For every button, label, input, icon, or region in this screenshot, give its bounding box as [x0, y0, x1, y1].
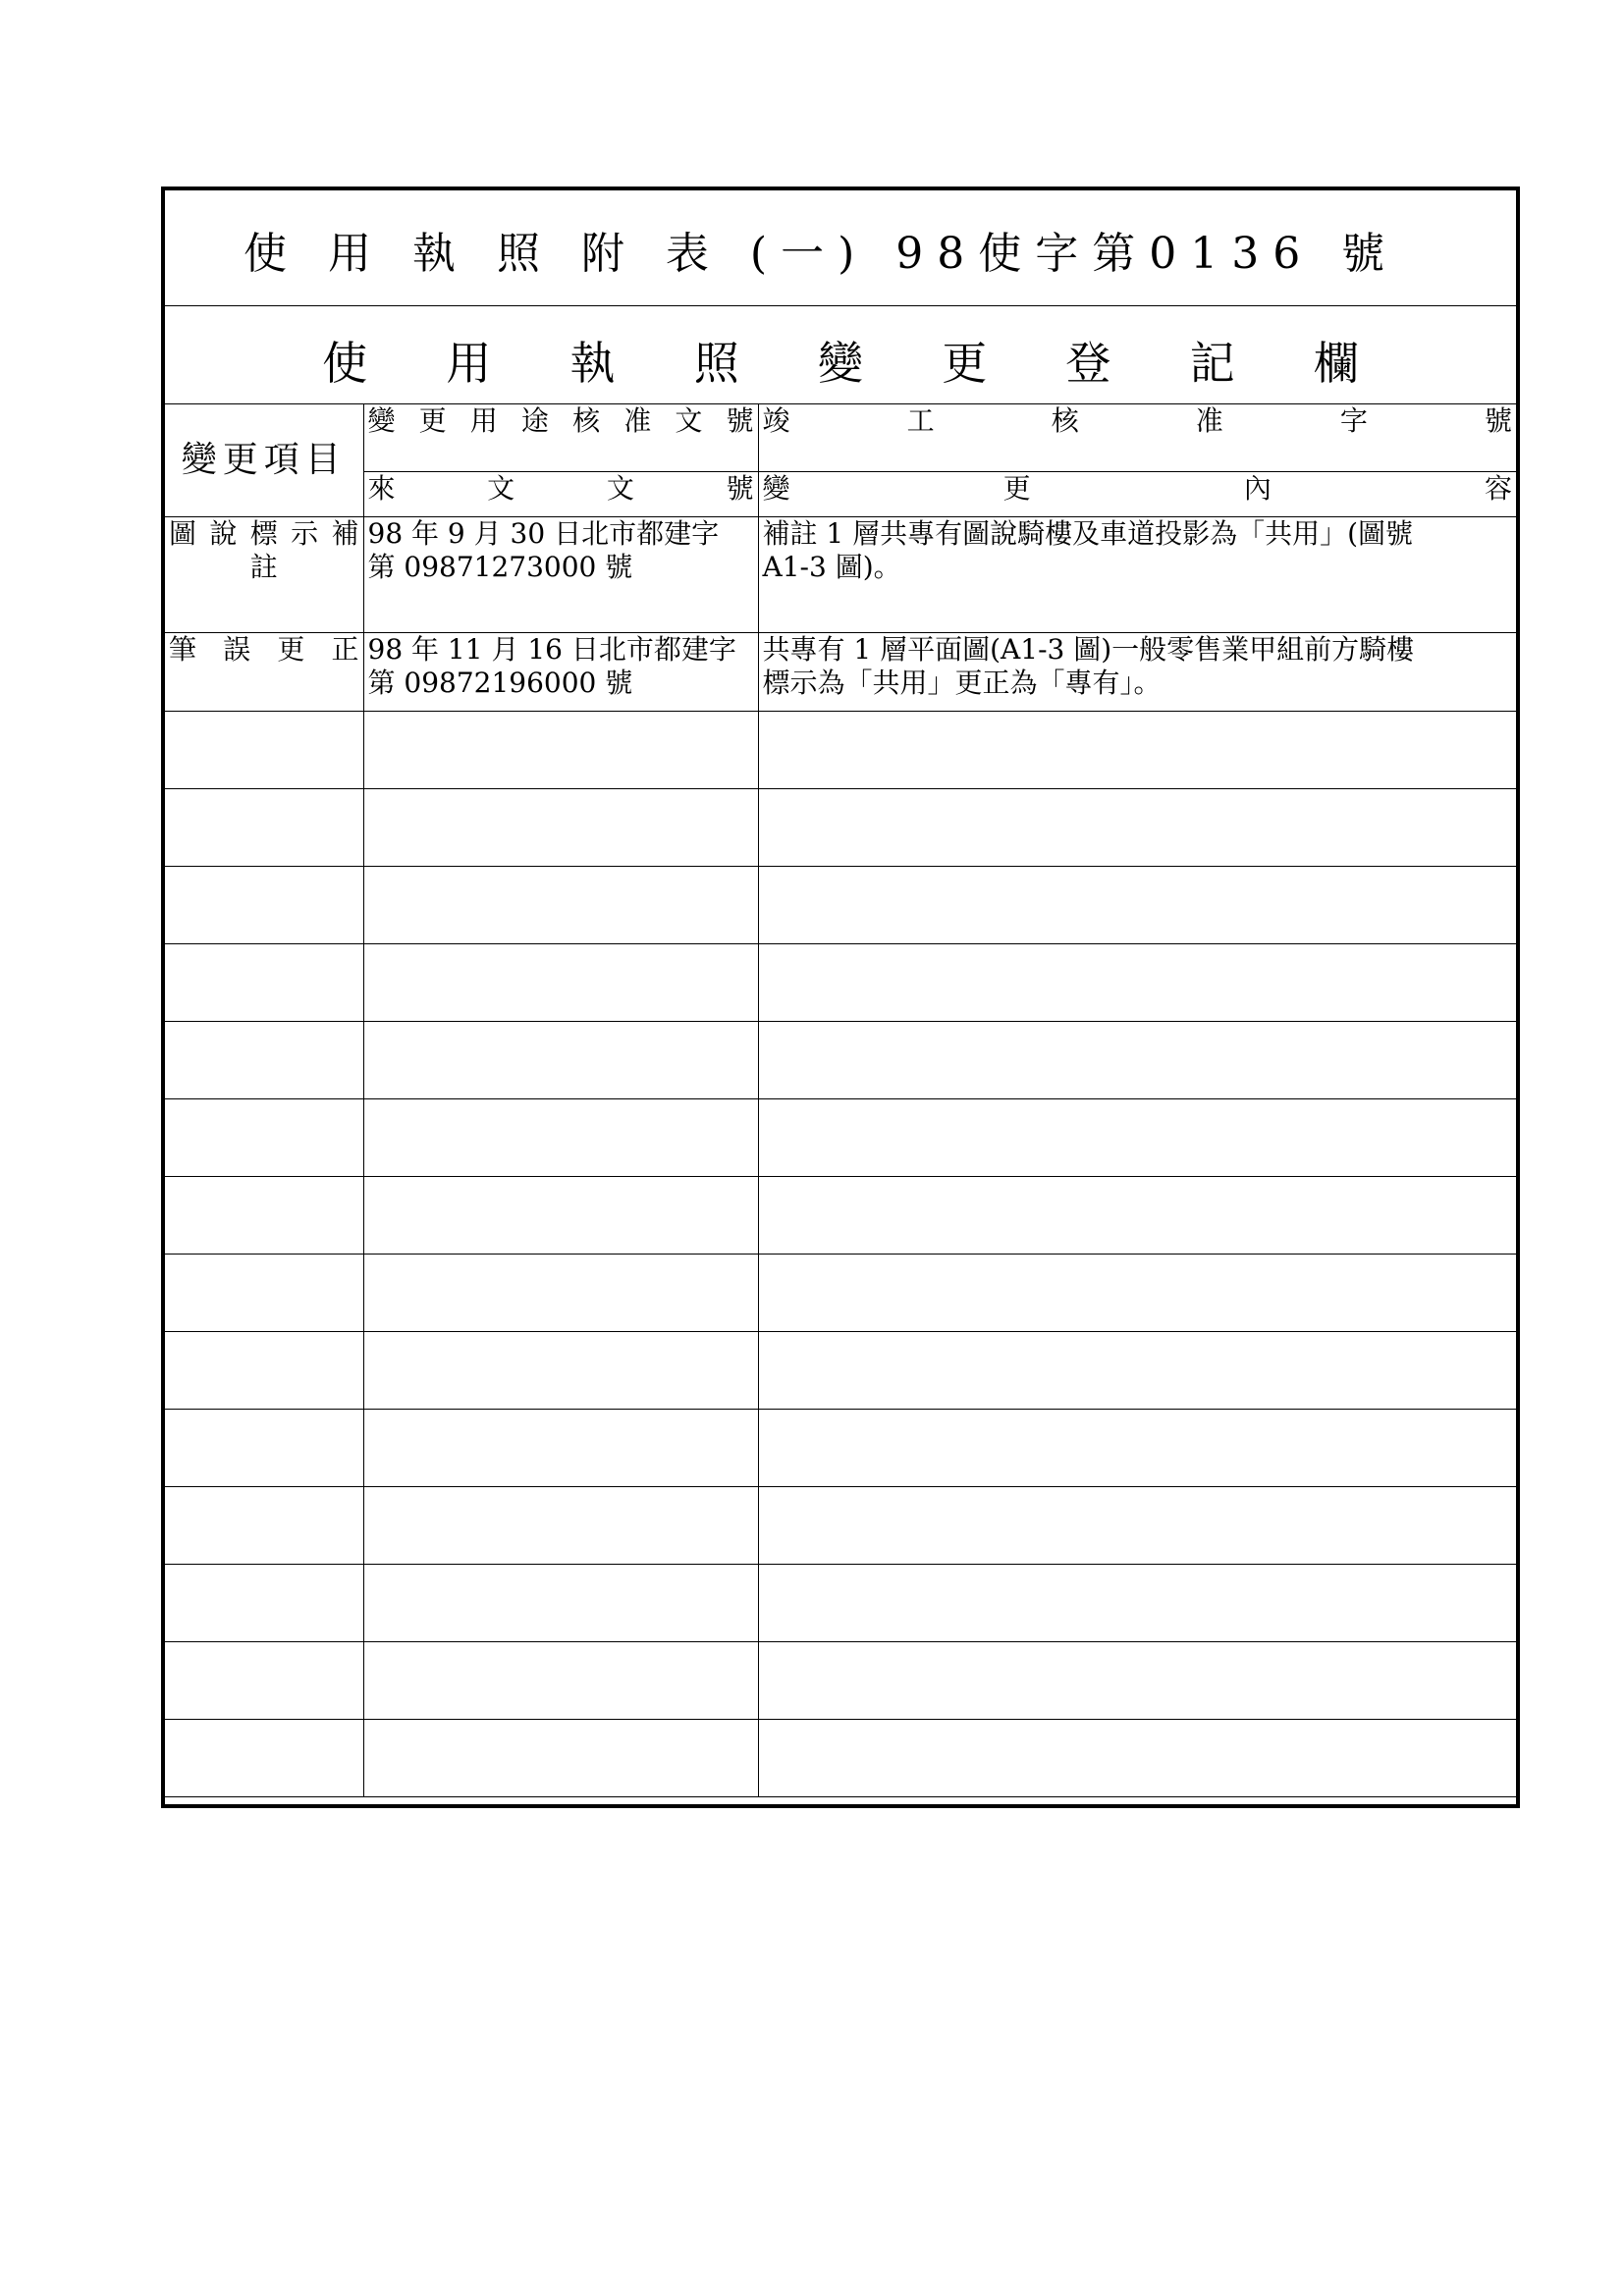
- table-row: [165, 632, 1516, 711]
- header-char: 內: [1243, 471, 1272, 505]
- empty-cell: [758, 788, 1516, 866]
- empty-cell: [165, 1254, 363, 1331]
- empty-row: [165, 1254, 1516, 1331]
- section-title: [165, 328, 1516, 393]
- empty-row: [165, 1641, 1516, 1719]
- empty-row: [165, 1564, 1516, 1641]
- completion-doc-header: [758, 404, 1516, 471]
- empty-cell: [165, 943, 363, 1021]
- empty-row: [165, 1098, 1516, 1176]
- item-char: 補: [331, 516, 359, 550]
- empty-cell: [363, 1176, 758, 1254]
- doc-number-cell: [363, 516, 758, 632]
- empty-cell: [363, 1486, 758, 1564]
- content-cell: [758, 516, 1516, 632]
- subtitle-char: 變: [817, 337, 863, 390]
- empty-cell: [363, 788, 758, 866]
- empty-row: [165, 943, 1516, 1021]
- content-line2: 標示為「共用」更正為「專有」。: [762, 666, 1162, 699]
- subtitle-char: 執: [569, 337, 616, 390]
- empty-cell: [758, 1176, 1516, 1254]
- header-char: 變: [367, 404, 396, 437]
- empty-cell: [363, 1021, 758, 1098]
- registration-form: [161, 187, 1520, 1808]
- doc-line1: 98 年 9 月 30 日北市都建字: [367, 516, 720, 550]
- empty-cell: [165, 1331, 363, 1409]
- subtitle-char: 欄: [1313, 337, 1359, 390]
- change-item-header: 變更項目: [165, 404, 363, 516]
- empty-cell: [758, 1719, 1516, 1796]
- empty-cell: [165, 1564, 363, 1641]
- header-row-bottom: [165, 471, 1516, 516]
- empty-row: [165, 866, 1516, 943]
- empty-cell: [165, 1176, 363, 1254]
- item-char: 更: [277, 632, 305, 666]
- item-char: 說: [209, 516, 238, 550]
- header-char: 途: [520, 404, 549, 437]
- subtitle-char: 記: [1189, 337, 1235, 390]
- empty-cell: [363, 1409, 758, 1486]
- header-char: 字: [1339, 404, 1368, 437]
- item-char: 正: [331, 632, 359, 666]
- doc-line2: 第 09872196000 號: [367, 666, 633, 699]
- header-char: 文: [606, 471, 634, 505]
- subtitle-char: 更: [942, 337, 988, 390]
- subtitle-char: 照: [693, 337, 739, 390]
- doc-line1: 98 年 11 月 16 日北市都建字: [367, 632, 736, 666]
- item-char: 筆: [169, 632, 197, 666]
- header-char: 號: [726, 404, 754, 437]
- empty-cell: [363, 943, 758, 1021]
- empty-row: [165, 788, 1516, 866]
- empty-cell: [363, 711, 758, 788]
- empty-cell: [165, 1409, 363, 1486]
- change-item-cell: [165, 632, 363, 711]
- empty-cell: [758, 711, 1516, 788]
- empty-cell: [363, 1098, 758, 1176]
- empty-cell: [165, 1098, 363, 1176]
- empty-cell: [363, 1719, 758, 1796]
- doc-line2: 第 09871273000 號: [367, 550, 633, 583]
- empty-cell: [758, 1409, 1516, 1486]
- empty-cell: [165, 788, 363, 866]
- empty-row: [165, 1331, 1516, 1409]
- header-char: 准: [623, 404, 652, 437]
- title-row: [165, 190, 1516, 306]
- item-char: 示: [291, 516, 319, 550]
- empty-row: [165, 1409, 1516, 1486]
- page-title: 使 用 執 照 附 表 (一) 98使字第0136 號: [244, 229, 1399, 279]
- empty-cell: [363, 1254, 758, 1331]
- empty-cell: [165, 1021, 363, 1098]
- header-char: 核: [572, 404, 601, 437]
- header-char: 文: [487, 471, 515, 505]
- item-char: 標: [249, 516, 278, 550]
- empty-cell: [165, 711, 363, 788]
- empty-cell: [165, 1641, 363, 1719]
- header-char: 用: [469, 404, 498, 437]
- header-char: 工: [906, 404, 935, 437]
- header-char: 來: [367, 471, 396, 505]
- header-char: 號: [726, 471, 754, 505]
- empty-cell: [758, 1486, 1516, 1564]
- table-row: [165, 516, 1516, 632]
- subtitle-char: 使: [322, 337, 368, 390]
- header-char: 變: [762, 471, 790, 505]
- empty-cell: [758, 1098, 1516, 1176]
- header-row-top: [165, 404, 1516, 471]
- empty-cell: [363, 1641, 758, 1719]
- empty-cell: [165, 1486, 363, 1564]
- empty-cell: [758, 1331, 1516, 1409]
- incoming-doc-header: [363, 471, 758, 516]
- item-char: 圖: [169, 516, 197, 550]
- empty-cell: [363, 1331, 758, 1409]
- empty-cell: [165, 866, 363, 943]
- header-char: 更: [1002, 471, 1031, 505]
- empty-row: [165, 1486, 1516, 1564]
- empty-cell: [758, 1641, 1516, 1719]
- header-char: 竣: [762, 404, 790, 437]
- content-line2: A1-3 圖)。: [762, 550, 901, 583]
- empty-cell: [758, 1254, 1516, 1331]
- header-char: 文: [675, 404, 703, 437]
- change-table: [165, 404, 1516, 1797]
- content-cell: [758, 632, 1516, 711]
- header-char: 核: [1051, 404, 1079, 437]
- change-content-header: [758, 471, 1516, 516]
- header-char: 更: [418, 404, 447, 437]
- empty-cell: [758, 1021, 1516, 1098]
- empty-row: [165, 1021, 1516, 1098]
- empty-cell: [165, 1719, 363, 1796]
- approval-doc-header: [363, 404, 758, 471]
- empty-cell: [758, 943, 1516, 1021]
- header-char: 准: [1195, 404, 1223, 437]
- subtitle-row: [165, 306, 1516, 404]
- empty-cell: [758, 866, 1516, 943]
- header-char: 容: [1484, 471, 1512, 505]
- empty-cell: [363, 1564, 758, 1641]
- content-line1: 共專有 1 層平面圖(A1-3 圖)一般零售業甲組前方騎樓: [762, 632, 1415, 666]
- item-char: 誤: [223, 632, 251, 666]
- subtitle-char: 用: [446, 337, 492, 390]
- content-line1: 補註 1 層共專有圖說騎樓及車道投影為「共用」(圖號: [762, 516, 1414, 550]
- empty-row: [165, 711, 1516, 788]
- item-line2: 註: [249, 550, 278, 583]
- empty-cell: [758, 1564, 1516, 1641]
- header-char: 號: [1484, 404, 1512, 437]
- doc-number-cell: [363, 632, 758, 711]
- empty-row: [165, 1719, 1516, 1796]
- empty-cell: [363, 866, 758, 943]
- change-item-cell: [165, 516, 363, 632]
- subtitle-char: 登: [1065, 337, 1111, 390]
- empty-row: [165, 1176, 1516, 1254]
